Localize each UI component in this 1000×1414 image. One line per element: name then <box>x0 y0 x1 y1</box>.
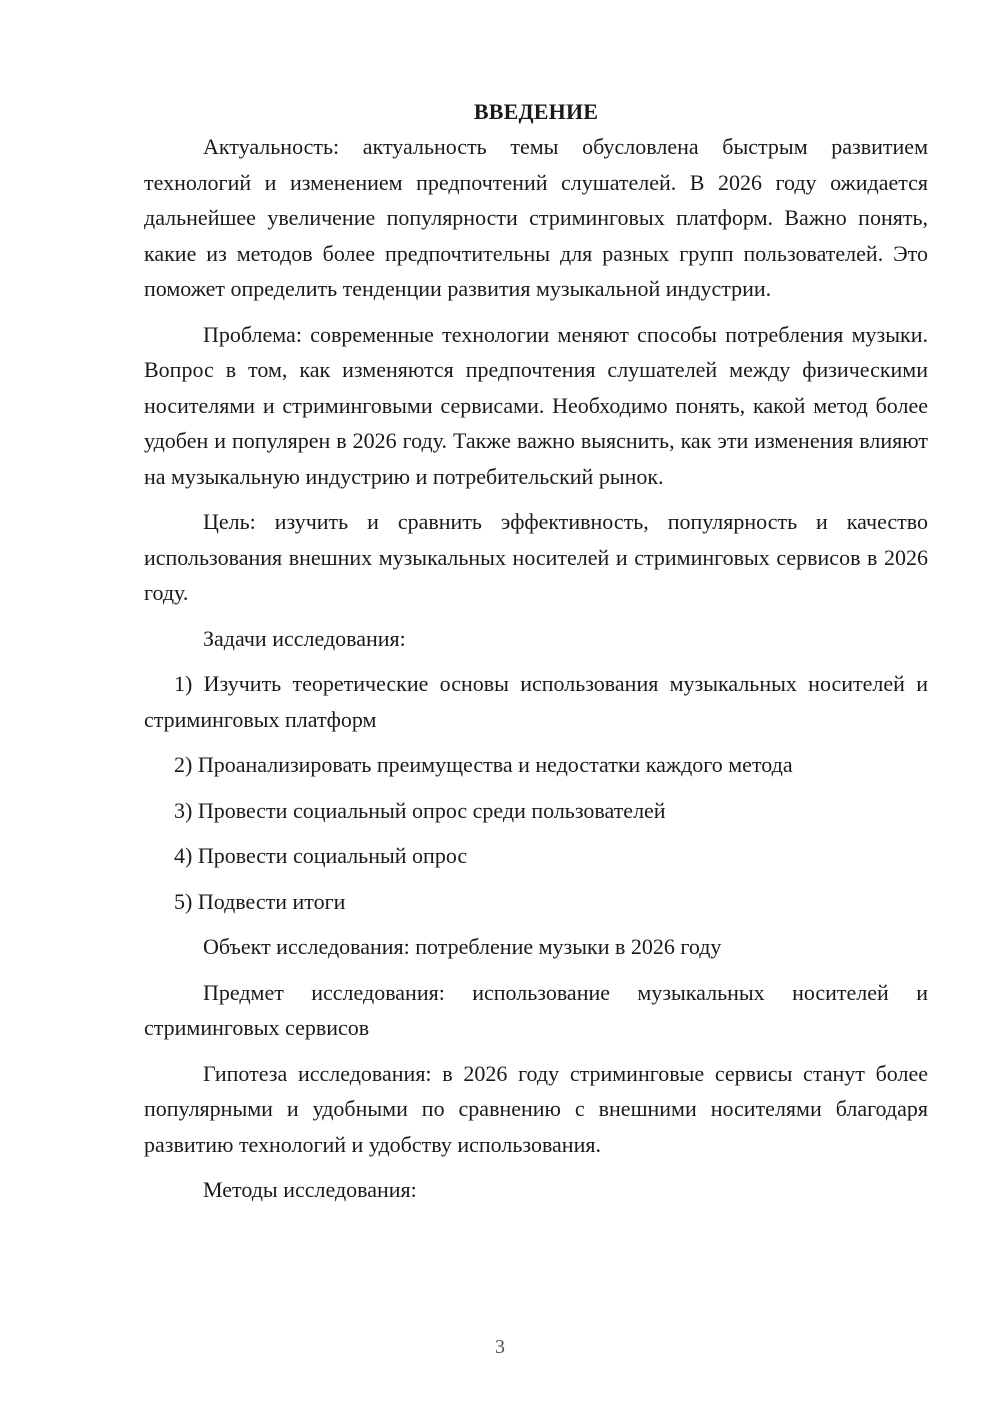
section-title: ВВЕДЕНИЕ <box>473 99 599 124</box>
goal-paragraph: Цель: изучить и сравнить эффективность, популярность и качество использования внешних музыкальных носителей и стриминговых сервисов в 2026 году. <box>144 509 928 605</box>
page-body <box>144 94 928 1208</box>
task-item-4: 4) Провести социальный опрос <box>174 843 468 868</box>
methods-heading: Методы исследования: <box>203 1177 417 1202</box>
task-item-3: 3) Провести социальный опрос среди пользователей <box>174 797 666 823</box>
page-number: 3 <box>495 1336 505 1358</box>
task-item-2: 2) Проанализировать преимущества и недостатки каждого метода <box>174 752 793 777</box>
subject-paragraph: Предмет исследования: использование музыкальных носителей и стриминговых сервисов <box>144 979 928 1040</box>
relevance-paragraph: Актуальность: актуальность темы обусловлена быстрым развитием технологий и изменением предпочтений слушателей. В 2026 году ожидается дальнейшее увеличение популярности стриминговых платформ. Важно понять, какие из методов более предпочтительны для разных групп пользователей. Это поможет определить тенденции развития музыкальной индустрии. <box>144 134 928 301</box>
hypothesis-paragraph: Гипотеза исследования: в 2026 году стриминговые сервисы станут более популярными и удобными по сравнению с внешними носителями благодаря развитию технологий и удобству использования. <box>144 1060 928 1157</box>
tasks-heading: Задачи исследования: <box>203 625 406 651</box>
task-item-5: 5) Подвести итоги <box>174 888 346 914</box>
task-item-1: 1) Изучить теоретические основы использования музыкальных носителей и стриминговых платформ <box>144 671 928 732</box>
problem-paragraph: Проблема: современные технологии меняют способы потребления музыки. Вопрос в том, как изменяются предпочтения слушателей между физическими носителями и стриминговыми сервисами. Необходимо понять, какой метод более удобен и популярен в 2026 году. Также важно выяснить, как эти изменения влияют на музыкальную индустрию и потребительский рынок. <box>144 321 928 489</box>
object-paragraph: Объект исследования: потребление музыки в 2026 году <box>203 934 722 959</box>
